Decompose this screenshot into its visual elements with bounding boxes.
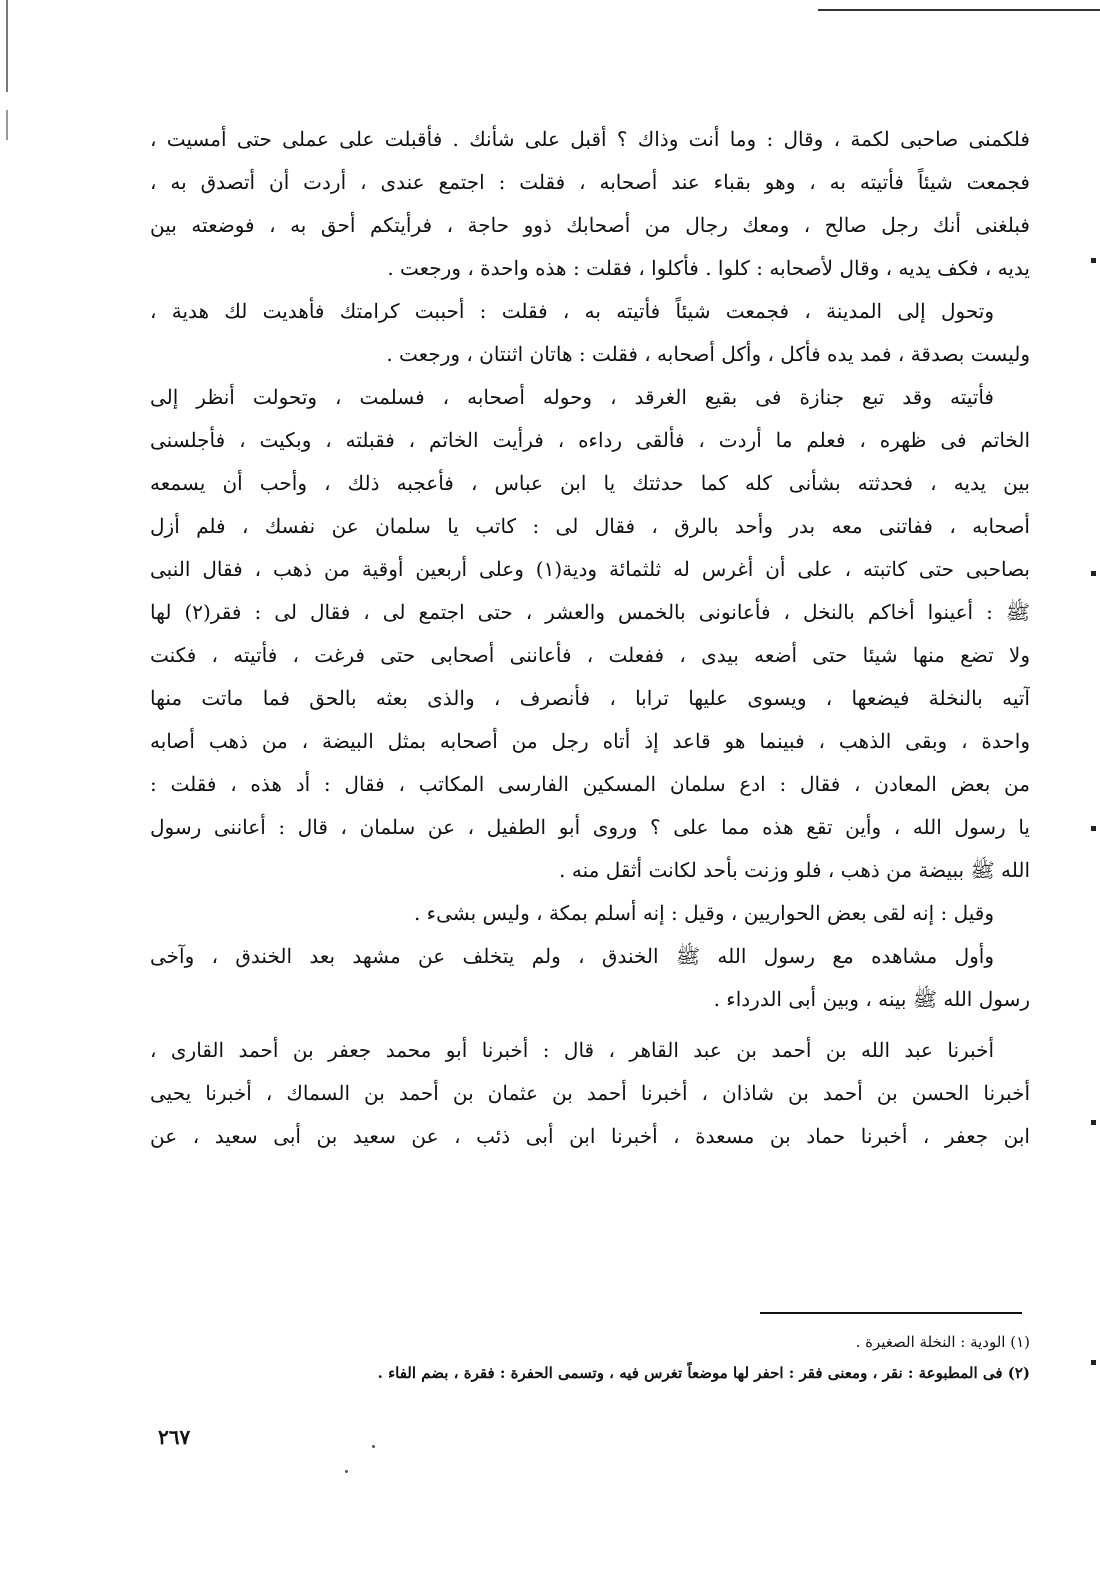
- scan-speck: [345, 1470, 348, 1473]
- footnotes: [150, 1327, 1030, 1389]
- text-line: فجمعت شيئاً فأتيته به ، وهو بقباء عند أصحابه ، فقلت : اجتمع عندى ، أردت أن أتصدق به ،: [150, 170, 1030, 194]
- text-line: رسول الله ﷺ بينه ، وبين أبى الدرداء .: [713, 987, 1030, 1011]
- page-number: ٢٦٧: [158, 1425, 191, 1449]
- footnote-rule: [760, 1312, 1022, 1314]
- text-line: واحدة ، وبقى الذهب ، فبينما هو قاعد إذ أتاه رجل من أصحابه بمثل البيضة ، من ذهب أصابه: [150, 729, 1030, 753]
- text-line: وتحول إلى المدينة ، فجمعت شيئاً فأتيته به ، فقلت : أحببت كرامتك فأهديت لك هدية ،: [150, 299, 994, 323]
- text-line: وقيل : إنه لقى بعض الحواريين ، وقيل : إنه أسلم بمكة ، وليس بشىء .: [413, 901, 994, 925]
- text-line: الله ﷺ ببيضة من ذهب ، فلو وزنت بأحد لكانت أثقل منه .: [559, 858, 1030, 882]
- text-line: وأول مشاهده مع رسول الله ﷺ الخندق ، ولم يتخلف عن مشهد بعد الخندق ، وآخى: [150, 944, 994, 968]
- text-line: فلكمنى صاحبى لكمة ، وقال : وما أنت وذاك ؟ أقبل على شأنك . فأقبلت على عملى حتى أمسيت ،: [150, 127, 1030, 151]
- text-line: بين يديه ، فحدثته بشأنى كله كما حدثتك يا ابن عباس ، فأعجبه ذلك ، وأحب أن يسمعه: [150, 471, 1030, 495]
- scan-mark: [1091, 1360, 1096, 1365]
- text-line: أخبرنا الحسن بن أحمد بن شاذان ، أخبرنا أحمد بن عثمان بن أحمد بن السماك ، أخبرنا يحيى: [150, 1081, 1030, 1105]
- scan-mark: [1091, 1120, 1096, 1125]
- text-line: يا رسول الله ، وأين تقع هذه مما على ؟ وروى أبو الطفيل ، عن سلمان ، قال : أعاننى رسول: [150, 815, 1030, 839]
- text-line: وليست بصدقة ، فمد يده فأكل ، وأكل أصحابه ، فقلت : هاتان اثنتان ، ورجعت .: [386, 342, 1030, 366]
- text-line: بصاحبى حتى كاتبته ، على أن أغرس له ثلثمائة ودية(١) وعلى أربعين أوقية من ذهب ، فقال النبى: [150, 557, 1030, 581]
- text-line: يديه ، فكف يديه ، وقال لأصحابه : كلوا . فأكلوا ، فقلت : هذه واحدة ، ورجعت .: [387, 256, 1030, 280]
- scan-speck: [372, 1445, 375, 1448]
- scan-mark: [1091, 258, 1096, 263]
- footnote: (٢) فى المطبوعة : نقر ، ومعنى فقر : احفر لها موضعاً تغرس فيه ، وتسمى الحفرة : فقرة ، بضم الفاء .: [377, 1364, 1030, 1382]
- text-line: ﷺ : أعينوا أخاكم بالنخل ، فأعانونى بالخمس والعشر ، حتى اجتمع لى ، فقال لى : فقر(٢) لها: [150, 600, 1030, 624]
- text-line: ابن جعفر ، أخبرنا حماد بن مسعدة ، أخبرنا ابن أبى ذئب ، عن سعيد بن أبى سعيد ، عن: [150, 1124, 1030, 1148]
- text-line: أصحابه ، ففاتنى معه بدر وأحد بالرق ، فقال لى : كاتب يا سلمان عن نفسك ، فلم أزل: [150, 514, 1030, 538]
- text-line: من بعض المعادن ، فقال : ادع سلمان المسكين الفارسى المكاتب ، فقال : أد هذه ، فقلت :: [150, 772, 1030, 796]
- main-text: [150, 118, 1030, 1158]
- scan-edge-line: [818, 9, 1100, 11]
- text-line: أخبرنا عبد الله بن أحمد بن عبد القاهر ، قال : أخبرنا أبو محمد جعفر بن أحمد القارى ،: [150, 1038, 995, 1062]
- text-line: الخاتم فى ظهره ، فعلم ما أردت ، فألقى رداءه ، فرأيت الخاتم ، فقبلته ، وبكيت ، فأجلسنى: [150, 428, 1030, 452]
- scan-mark: [1091, 826, 1096, 831]
- text-line: آتيه بالنخلة فيضعها ، ويسوى عليها ترابا ، فأنصرف ، والذى بعثه بالحق فما ماتت منها: [150, 686, 1030, 710]
- text-line: ولا تضع منها شيئا حتى أضعه بيدى ، ففعلت ، فأعاننى أصحابى حتى فرغت ، فأتيته ، فكنت: [150, 643, 1030, 667]
- text-line: فبلغنى أنك رجل صالح ، ومعك رجال من أصحابك ذوو حاجة ، فرأيتكم أحق به ، فوضعته بين: [150, 213, 1030, 237]
- scan-edge-line: [6, 110, 8, 140]
- scan-edge-line: [6, 0, 8, 92]
- text-line: فأتيته وقد تبع جنازة فى بقيع الغرقد ، وحوله أصحابه ، فسلمت ، وتحولت أنظر إلى: [150, 385, 994, 409]
- scan-mark: [1091, 571, 1096, 576]
- paragraph-gap: [150, 1021, 1030, 1029]
- footnote: (١) الودية : النخلة الصغيرة .: [855, 1333, 1030, 1351]
